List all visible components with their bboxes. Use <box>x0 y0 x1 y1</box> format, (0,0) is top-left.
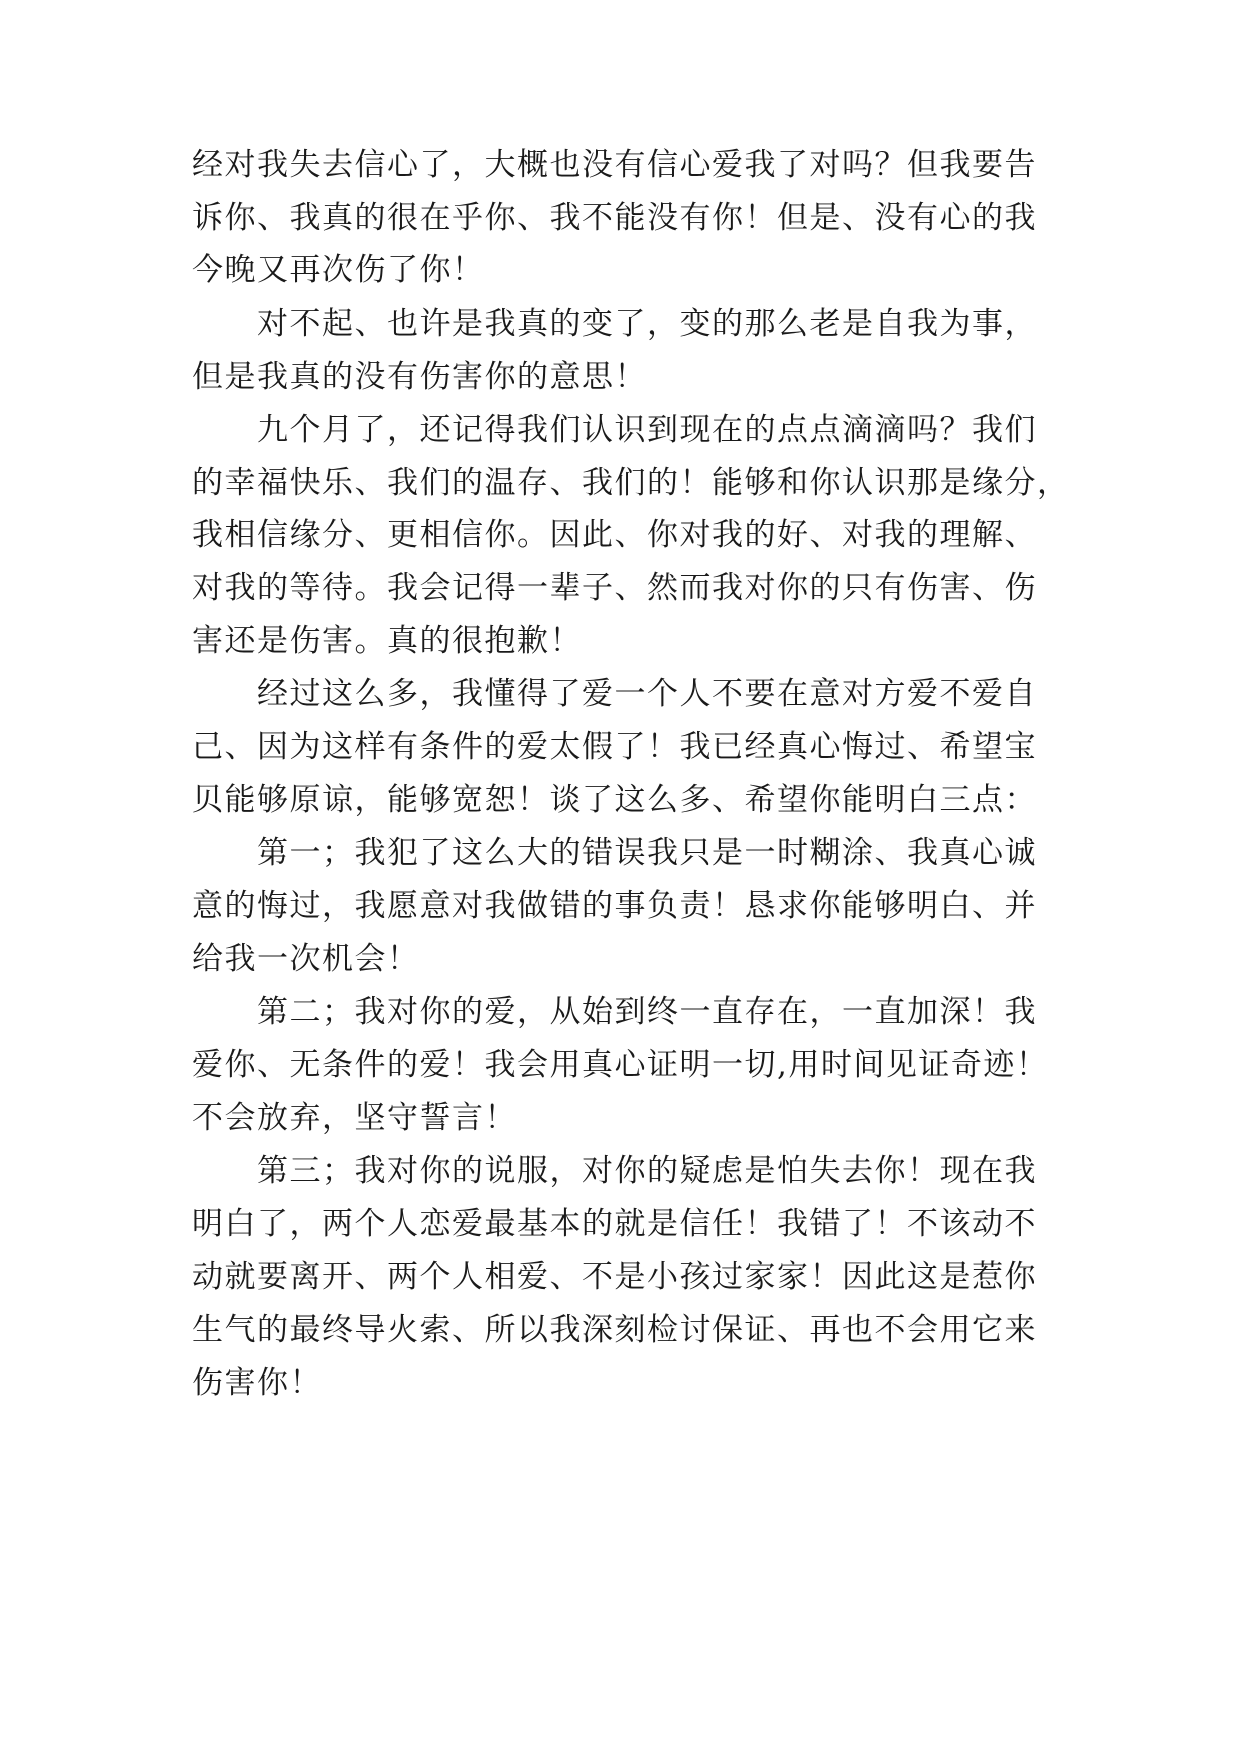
text-line: 己、因为这样有条件的爱太假了！我已经真心悔过、希望宝 <box>192 729 1037 765</box>
text-line: 动就要离开、两个人相爱、不是小孩过家家！因此这是惹你 <box>192 1259 1037 1295</box>
text-line: 第三；我对你的说服，对你的疑虑是怕失去你！现在我 <box>257 1153 1037 1189</box>
text-line: 生气的最终导火索、所以我深刻检讨保证、再也不会用它来 <box>192 1312 1037 1348</box>
text-line: 给我一次机会！ <box>192 941 420 977</box>
text-line: 经过这么多，我懂得了爱一个人不要在意对方爱不爱自 <box>257 676 1037 712</box>
text-line: 但是我真的没有伤害你的意思！ <box>192 359 647 395</box>
text-line: 经对我失去信心了，大概也没有信心爱我了对吗？但我要告 <box>192 147 1037 183</box>
text-line: 不会放弃，坚守誓言！ <box>192 1100 517 1136</box>
text-line: 的幸福快乐、我们的温存、我们的！能够和你认识那是缘分， <box>192 465 1070 501</box>
text-line: 九个月了，还记得我们认识到现在的点点滴滴吗？我们 <box>257 412 1037 448</box>
text-line: 贝能够原谅，能够宽恕！谈了这么多、希望你能明白三点： <box>192 782 1037 818</box>
text-line: 意的悔过，我愿意对我做错的事负责！恳求你能够明白、并 <box>192 888 1037 924</box>
text-line: 对不起、也许是我真的变了，变的那么老是自我为事， <box>257 306 1037 342</box>
text-line: 第二；我对你的爱，从始到终一直存在，一直加深！我 <box>257 994 1037 1030</box>
text-line: 第一；我犯了这么大的错误我只是一时糊涂、我真心诚 <box>257 835 1037 871</box>
text-line: 明白了，两个人恋爱最基本的就是信任！我错了！不该动不 <box>192 1206 1037 1242</box>
text-line: 害还是伤害。真的很抱歉！ <box>192 623 582 659</box>
text-line: 今晚又再次伤了你！ <box>192 252 485 288</box>
text-line: 我相信缘分、更相信你。因此、你对我的好、对我的理解、 <box>192 517 1037 553</box>
text-line: 诉你、我真的很在乎你、我不能没有你！但是、没有心的我 <box>192 200 1037 236</box>
text-line: 对我的等待。我会记得一辈子、然而我对你的只有伤害、伤 <box>192 570 1037 606</box>
text-line: 伤害你！ <box>192 1365 322 1401</box>
text-line: 爱你、无条件的爱！我会用真心证明一切,用时间见证奇迹！ <box>192 1047 1049 1083</box>
